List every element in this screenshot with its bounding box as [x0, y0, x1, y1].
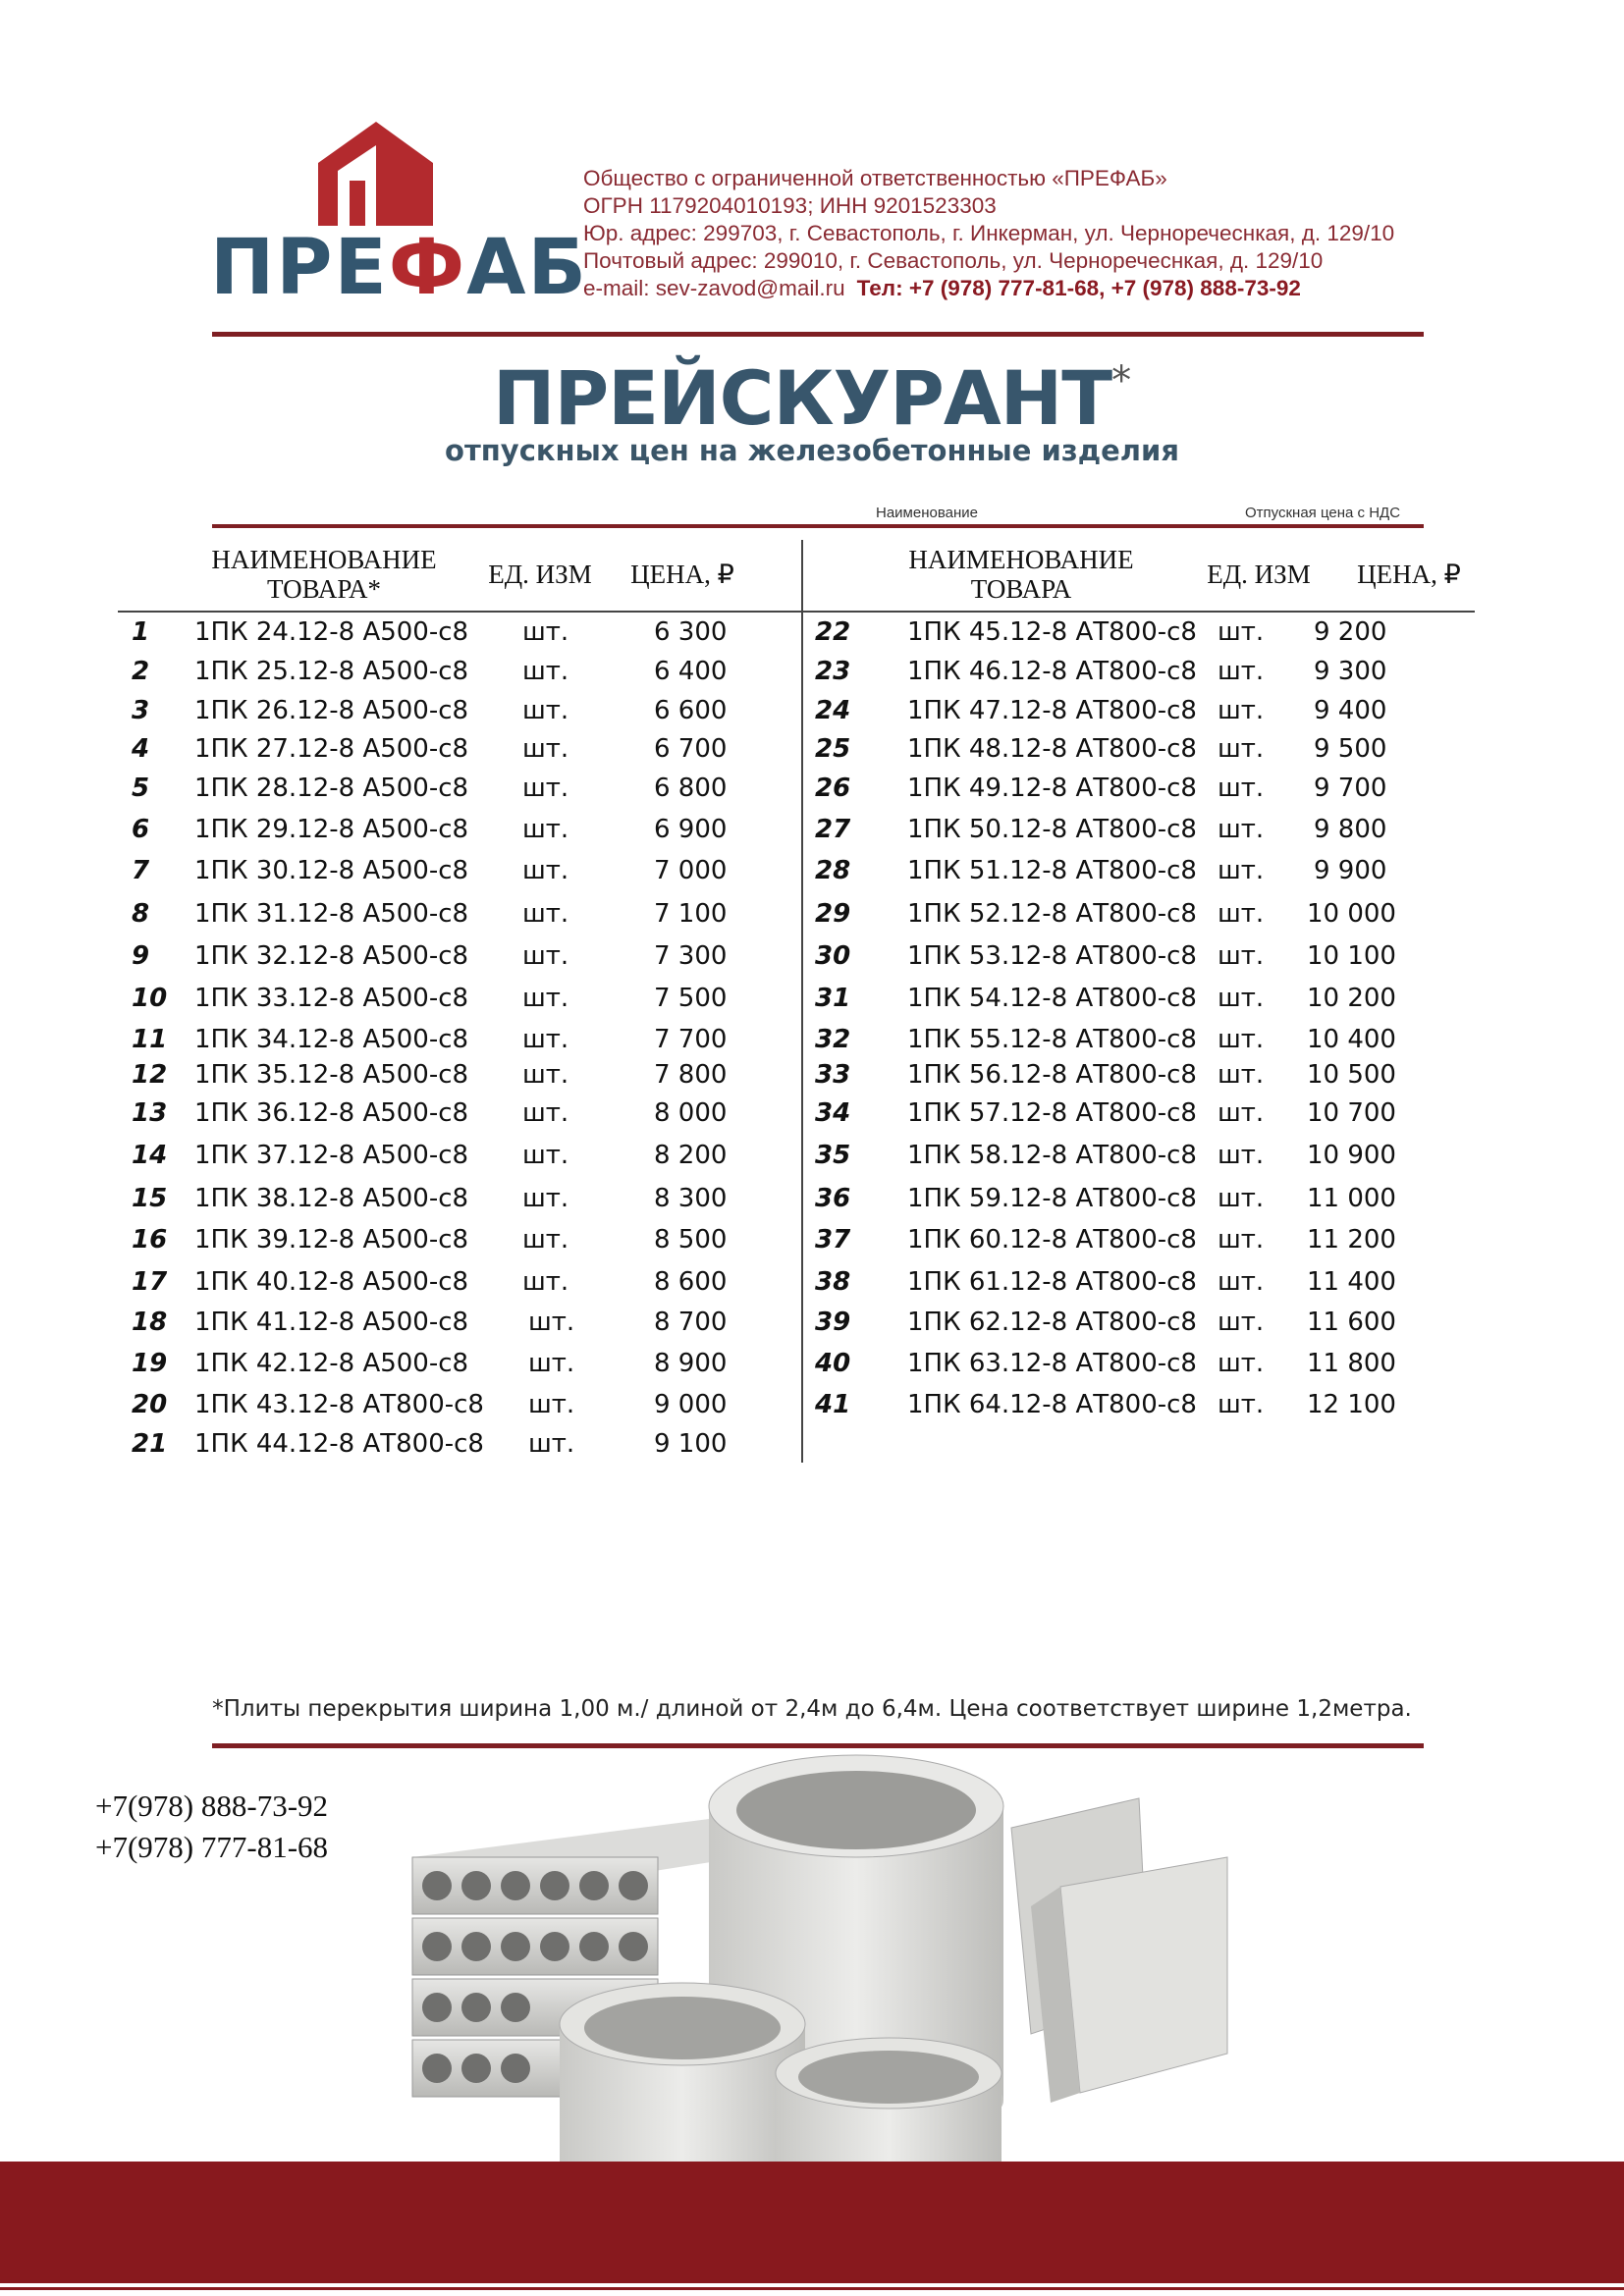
product-name: 1ПК 44.12-8 АТ800-с8	[194, 1429, 484, 1459]
row-number: 30	[815, 941, 851, 971]
row-number: 20	[132, 1390, 168, 1419]
unit-cell: шт.	[1218, 1141, 1265, 1170]
header-divider	[212, 332, 1424, 337]
unit-cell: шт.	[528, 1349, 575, 1378]
table-row	[0, 732, 1624, 766]
table-row	[0, 1223, 1624, 1256]
small-name-label: Наименование	[876, 505, 978, 521]
footer-band	[0, 2162, 1624, 2283]
row-number: 7	[132, 856, 150, 885]
product-name: 1ПК 40.12-8 А500-с8	[194, 1267, 469, 1297]
row-number: 2	[132, 657, 150, 686]
product-name: 1ПК 38.12-8 А500-с8	[194, 1184, 469, 1213]
company-info	[583, 165, 1447, 302]
price-cell: 9 900	[1314, 856, 1387, 885]
product-name: 1ПК 45.12-8 АТ800-с8	[907, 617, 1197, 647]
row-number: 4	[132, 734, 150, 764]
unit-cell: шт.	[522, 1141, 569, 1170]
row-number: 14	[132, 1141, 168, 1170]
header-underline	[118, 611, 1475, 613]
table-row	[0, 813, 1624, 846]
product-name: 1ПК 61.12-8 АТ800-с8	[907, 1267, 1197, 1297]
product-name: 1ПК 59.12-8 АТ800-с8	[907, 1184, 1197, 1213]
table-row	[0, 939, 1624, 973]
concrete-products-image	[403, 1749, 1257, 2162]
product-name: 1ПК 64.12-8 АТ800-с8	[907, 1390, 1197, 1419]
unit-cell: шт.	[1218, 657, 1265, 686]
unit-cell: шт.	[1218, 815, 1265, 844]
unit-cell: шт.	[522, 1225, 569, 1255]
row-number: 1	[132, 617, 150, 647]
left-header-unit: ЕД. ИЗМ	[488, 560, 592, 589]
row-number: 39	[815, 1308, 851, 1337]
house-logo-icon	[210, 120, 554, 230]
price-cell: 8 700	[654, 1308, 728, 1337]
product-name: 1ПК 43.12-8 АТ800-с8	[194, 1390, 484, 1419]
price-cell: 9 400	[1314, 696, 1387, 725]
row-number: 10	[132, 984, 168, 1013]
footnote: *Плиты перекрытия ширина 1,00 м./ длиной от 2,4м до 6,4м. Цена соответствует ширине 1,2метра.	[212, 1696, 1412, 1722]
unit-cell: шт.	[522, 1060, 569, 1090]
row-number: 27	[815, 815, 851, 844]
product-name: 1ПК 32.12-8 А500-с8	[194, 941, 469, 971]
title-divider	[212, 524, 1424, 528]
company-name: Общество с ограниченной ответственностью «ПРЕФАБ»	[583, 166, 1167, 190]
row-number: 35	[815, 1141, 851, 1170]
product-name: 1ПК 36.12-8 А500-с8	[194, 1098, 469, 1128]
product-name: 1ПК 47.12-8 АТ800-с8	[907, 696, 1197, 725]
table-row	[0, 1058, 1624, 1092]
price-cell: 6 400	[654, 657, 728, 686]
price-cell: 9 800	[1314, 815, 1387, 844]
unit-cell: шт.	[522, 856, 569, 885]
product-name: 1ПК 33.12-8 А500-с8	[194, 984, 469, 1013]
table-row	[0, 772, 1624, 805]
product-name: 1ПК 26.12-8 А500-с8	[194, 696, 469, 725]
price-cell: 6 300	[654, 617, 728, 647]
price-cell: 9 300	[1314, 657, 1387, 686]
product-name: 1ПК 50.12-8 АТ800-с8	[907, 815, 1197, 844]
unit-cell: шт.	[1218, 941, 1265, 971]
product-name: 1ПК 56.12-8 АТ800-с8	[907, 1060, 1197, 1090]
price-cell: 8 600	[654, 1267, 728, 1297]
right-header-name: НАИМЕНОВАНИЕ ТОВАРА	[908, 545, 1134, 604]
table-row	[0, 1306, 1624, 1339]
row-number: 25	[815, 734, 851, 764]
row-number: 33	[815, 1060, 851, 1090]
small-price-label: Отпускная цена с НДС	[1245, 505, 1401, 521]
price-cell: 6 900	[654, 815, 728, 844]
price-cell: 7 000	[654, 856, 728, 885]
unit-cell: шт.	[1218, 1308, 1265, 1337]
left-header-price: ЦЕНА, ₽	[630, 560, 734, 589]
price-cell: 8 500	[654, 1225, 728, 1255]
product-name: 1ПК 49.12-8 АТ800-с8	[907, 774, 1197, 803]
product-name: 1ПК 42.12-8 А500-с8	[194, 1349, 469, 1378]
product-name: 1ПК 48.12-8 АТ800-с8	[907, 734, 1197, 764]
row-number: 31	[815, 984, 851, 1013]
unit-cell: шт.	[522, 815, 569, 844]
product-name: 1ПК 30.12-8 А500-с8	[194, 856, 469, 885]
product-name: 1ПК 55.12-8 АТ800-с8	[907, 1025, 1197, 1054]
row-number: 26	[815, 774, 851, 803]
price-cell: 8 900	[654, 1349, 728, 1378]
unit-cell: шт.	[1218, 1267, 1265, 1297]
row-number: 3	[132, 696, 150, 725]
price-cell: 8 200	[654, 1141, 728, 1170]
page-subtitle: отпускных цен на железобетонные изделия	[445, 434, 1179, 467]
title-asterisk: *	[1111, 358, 1132, 403]
product-name: 1ПК 29.12-8 А500-с8	[194, 815, 469, 844]
table-row	[0, 1139, 1624, 1172]
unit-cell: шт.	[522, 941, 569, 971]
company-ids: ОГРН 1179204010193; ИНН 9201523303	[583, 193, 997, 218]
price-cell: 10 200	[1307, 984, 1396, 1013]
contact-phone-2: +7(978) 777-81-68	[95, 1830, 329, 1864]
product-name: 1ПК 25.12-8 А500-с8	[194, 657, 469, 686]
product-name: 1ПК 57.12-8 АТ800-с8	[907, 1098, 1197, 1128]
table-row	[0, 1182, 1624, 1215]
row-number: 17	[132, 1267, 168, 1297]
page-title: ПРЕЙСКУРАНТ*	[492, 354, 1132, 442]
table-row	[0, 982, 1624, 1015]
product-name: 1ПК 46.12-8 АТ800-с8	[907, 657, 1197, 686]
product-name: 1ПК 41.12-8 А500-с8	[194, 1308, 469, 1337]
table-row	[0, 1427, 1624, 1461]
price-cell: 10 000	[1307, 899, 1396, 929]
right-header-unit: ЕД. ИЗМ	[1207, 560, 1311, 589]
row-number: 29	[815, 899, 851, 929]
price-cell: 9 000	[654, 1390, 728, 1419]
postal-address: Почтовый адрес: 299010, г. Севастополь, ул. Черноречеснкая, д. 129/10	[583, 248, 1324, 273]
unit-cell: шт.	[528, 1390, 575, 1419]
price-cell: 6 700	[654, 734, 728, 764]
row-number: 38	[815, 1267, 851, 1297]
unit-cell: шт.	[1218, 1390, 1265, 1419]
price-cell: 6 600	[654, 696, 728, 725]
row-number: 37	[815, 1225, 851, 1255]
footer-line	[0, 2287, 1624, 2290]
row-number: 34	[815, 1098, 851, 1128]
unit-cell: шт.	[1218, 696, 1265, 725]
unit-cell: шт.	[1218, 1098, 1265, 1128]
price-cell: 10 500	[1307, 1060, 1396, 1090]
price-cell: 9 700	[1314, 774, 1387, 803]
product-name: 1ПК 37.12-8 А500-с8	[194, 1141, 469, 1170]
product-name: 1ПК 31.12-8 А500-с8	[194, 899, 469, 929]
row-number: 28	[815, 856, 851, 885]
price-cell: 7 300	[654, 941, 728, 971]
unit-cell: шт.	[1218, 617, 1265, 647]
unit-cell: шт.	[522, 774, 569, 803]
row-number: 41	[815, 1390, 851, 1419]
table-row	[0, 1388, 1624, 1421]
table-row	[0, 1023, 1624, 1056]
table-row	[0, 694, 1624, 727]
unit-cell: шт.	[1218, 1225, 1265, 1255]
product-name: 1ПК 54.12-8 АТ800-с8	[907, 984, 1197, 1013]
unit-cell: шт.	[528, 1308, 575, 1337]
row-number: 8	[132, 899, 150, 929]
unit-cell: шт.	[522, 734, 569, 764]
price-cell: 7 500	[654, 984, 728, 1013]
table-row	[0, 897, 1624, 931]
price-cell: 9 200	[1314, 617, 1387, 647]
row-number: 16	[132, 1225, 168, 1255]
unit-cell: шт.	[1218, 1025, 1265, 1054]
product-name: 1ПК 28.12-8 А500-с8	[194, 774, 469, 803]
product-name: 1ПК 60.12-8 АТ800-с8	[907, 1225, 1197, 1255]
price-cell: 9 500	[1314, 734, 1387, 764]
row-number: 22	[815, 617, 851, 647]
unit-cell: шт.	[1218, 1184, 1265, 1213]
price-cell: 7 800	[654, 1060, 728, 1090]
product-name: 1ПК 58.12-8 АТ800-с8	[907, 1141, 1197, 1170]
row-number: 32	[815, 1025, 851, 1054]
row-number: 15	[132, 1184, 168, 1213]
price-cell: 11 000	[1307, 1184, 1396, 1213]
row-number: 18	[132, 1308, 168, 1337]
row-number: 21	[132, 1429, 168, 1459]
left-header-name: НАИМЕНОВАНИЕ ТОВАРА*	[211, 545, 437, 604]
unit-cell: шт.	[522, 1267, 569, 1297]
product-name: 1ПК 35.12-8 А500-с8	[194, 1060, 469, 1090]
table-row	[0, 655, 1624, 688]
unit-cell: шт.	[1218, 856, 1265, 885]
row-number: 13	[132, 1098, 168, 1128]
table-row	[0, 615, 1624, 649]
product-name: 1ПК 39.12-8 А500-с8	[194, 1225, 469, 1255]
unit-cell: шт.	[1218, 774, 1265, 803]
unit-cell: шт.	[522, 984, 569, 1013]
table-row	[0, 1347, 1624, 1380]
unit-cell: шт.	[1218, 984, 1265, 1013]
price-cell: 10 900	[1307, 1141, 1396, 1170]
table-row	[0, 1265, 1624, 1299]
price-cell: 9 100	[654, 1429, 728, 1459]
company-logo	[210, 120, 588, 312]
unit-cell: шт.	[528, 1429, 575, 1459]
row-number: 5	[132, 774, 150, 803]
unit-cell: шт.	[1218, 734, 1265, 764]
row-number: 12	[132, 1060, 168, 1090]
price-cell: 10 400	[1307, 1025, 1396, 1054]
legal-address: Юр. адрес: 299703, г. Севастополь, г. Инкерман, ул. Черноречеснкая, д. 129/10	[583, 221, 1395, 245]
unit-cell: шт.	[522, 1098, 569, 1128]
price-cell: 11 400	[1307, 1267, 1396, 1297]
unit-cell: шт.	[522, 657, 569, 686]
row-number: 40	[815, 1349, 851, 1378]
table-row	[0, 1096, 1624, 1130]
footnote-divider	[212, 1743, 1424, 1748]
unit-cell: шт.	[522, 1184, 569, 1213]
right-header-price: ЦЕНА, ₽	[1357, 560, 1461, 589]
price-cell: 10 700	[1307, 1098, 1396, 1128]
product-name: 1ПК 27.12-8 А500-с8	[194, 734, 469, 764]
unit-cell: шт.	[1218, 1349, 1265, 1378]
row-number: 11	[132, 1025, 168, 1054]
row-number: 9	[132, 941, 150, 971]
price-cell: 11 200	[1307, 1225, 1396, 1255]
row-number: 24	[815, 696, 851, 725]
row-number: 36	[815, 1184, 851, 1213]
unit-cell: шт.	[522, 617, 569, 647]
contact-line	[583, 275, 1447, 302]
price-cell: 11 600	[1307, 1308, 1396, 1337]
company-email: e-mail: sev-zavod@mail.ru	[583, 276, 845, 300]
table-row	[0, 854, 1624, 887]
price-cell: 12 100	[1307, 1390, 1396, 1419]
company-phones: Тел: +7 (978) 777-81-68, +7 (978) 888-73-92	[856, 276, 1301, 300]
price-cell: 10 100	[1307, 941, 1396, 971]
product-name: 1ПК 52.12-8 АТ800-с8	[907, 899, 1197, 929]
unit-cell: шт.	[522, 1025, 569, 1054]
price-cell: 11 800	[1307, 1349, 1396, 1378]
product-name: 1ПК 53.12-8 АТ800-с8	[907, 941, 1197, 971]
row-number: 23	[815, 657, 851, 686]
contact-phone-1: +7(978) 888-73-92	[95, 1789, 329, 1823]
product-name: 1ПК 63.12-8 АТ800-с8	[907, 1349, 1197, 1378]
price-cell: 8 300	[654, 1184, 728, 1213]
product-name: 1ПК 24.12-8 А500-с8	[194, 617, 469, 647]
product-name: 1ПК 62.12-8 АТ800-с8	[907, 1308, 1197, 1337]
unit-cell: шт.	[522, 696, 569, 725]
row-number: 6	[132, 815, 150, 844]
unit-cell: шт.	[1218, 1060, 1265, 1090]
unit-cell: шт.	[1218, 899, 1265, 929]
unit-cell: шт.	[522, 899, 569, 929]
logo-wordmark: ПРЕФАБ	[210, 224, 588, 312]
row-number: 19	[132, 1349, 168, 1378]
price-cell: 8 000	[654, 1098, 728, 1128]
price-cell: 6 800	[654, 774, 728, 803]
product-name: 1ПК 34.12-8 А500-с8	[194, 1025, 469, 1054]
product-name: 1ПК 51.12-8 АТ800-с8	[907, 856, 1197, 885]
price-cell: 7 100	[654, 899, 728, 929]
price-cell: 7 700	[654, 1025, 728, 1054]
